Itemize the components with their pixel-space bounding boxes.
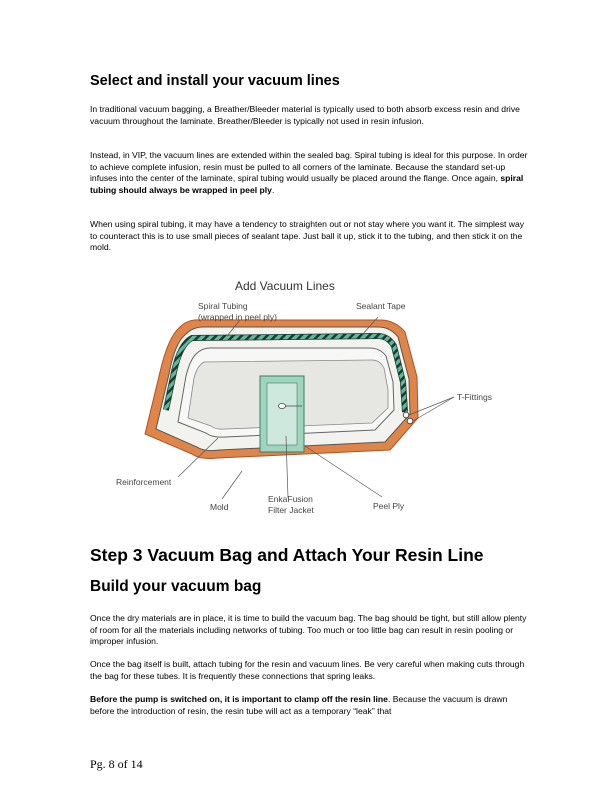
paragraph-text: . Because the vacuum is drawn before the introduction of resin, the resin tube will act as a temporary “leak” that — [90, 694, 508, 716]
t-fitting-upper — [403, 412, 409, 418]
label-spiral-tubing: Spiral Tubing — [198, 301, 248, 311]
label-sealant-tape: Sealant Tape — [356, 301, 406, 311]
label-t-fittings: T-Fittings — [457, 392, 492, 402]
label-spiral-tubing-sub: (wrapped in peel ply) — [198, 312, 277, 322]
step3-heading: Step 3 Vacuum Bag and Attach Your Resin Line — [90, 545, 484, 565]
paragraph-emphasis: spiral tubing should always be wrapped in peel ply — [90, 173, 524, 195]
filter-jacket-inner — [267, 383, 297, 445]
paragraph-sealant-tip: When using spiral tubing, it may have a tendency to straighten out or not stay where you want it. The simplest way to counteract this is to use small pieces of sealant tape. Just ball it up, stick it to the tubing, and then stick it on the mold. — [90, 219, 525, 253]
vacuum-lines-diagram — [100, 272, 520, 522]
paragraph-text: Instead, in VIP, the vacuum lines are extended within the sealed bag. Spiral tubing is ideal for this purpose. In order to achieve complete infusion, resin must be pulled to all corners of the laminate. Because the standard set-up infuses into the center of the laminate, spiral tubing would usually be placed around the flange. Once again, — [90, 150, 528, 184]
label-filter-jacket: Filter Jacket — [268, 505, 314, 515]
label-mold: Mold — [210, 502, 229, 512]
page-number: Pg. 8 of 14 — [90, 757, 143, 771]
paragraph-vip-vacuum-lines — [90, 150, 530, 196]
section-heading-vacuum-lines: Select and install your vacuum lines — [90, 73, 340, 89]
label-peel-ply: Peel Ply — [373, 501, 405, 511]
paragraph-emphasis: Before the pump is switched on, it is important to clamp off the resin line — [90, 694, 388, 704]
label-enkafusion: EnkaFusion — [268, 494, 313, 504]
paragraph-attach-tubing: Once the bag itself is built, attach tubing for the resin and vacuum lines. Be very careful when making cuts through the bag for these tubes. It is frequently these connections that spring leaks. — [90, 659, 525, 681]
t-fitting-lower — [407, 418, 413, 424]
paragraph-clamp-resin — [90, 694, 530, 717]
label-reinforcement: Reinforcement — [116, 477, 172, 487]
paragraph-breather: In traditional vacuum bagging, a Breather/Bleeder material is typically used to both absorb excess resin and drive vacuum throughout the laminate. Breather/Bleeder is typically not used in resin infusion. — [90, 104, 520, 126]
section-heading-build-bag: Build your vacuum bag — [90, 578, 262, 595]
diagram-title: Add Vacuum Lines — [235, 279, 335, 293]
paragraph-end: . — [271, 184, 275, 195]
center-fitting — [279, 404, 286, 409]
paragraph-build-bag: Once the dry materials are in place, it is time to build the vacuum bag. The bag should be tight, but still allow plenty of room for all the materials including networks of tubing. Too much or too little bag can result in resin pooling or improper infusion. — [90, 613, 527, 647]
